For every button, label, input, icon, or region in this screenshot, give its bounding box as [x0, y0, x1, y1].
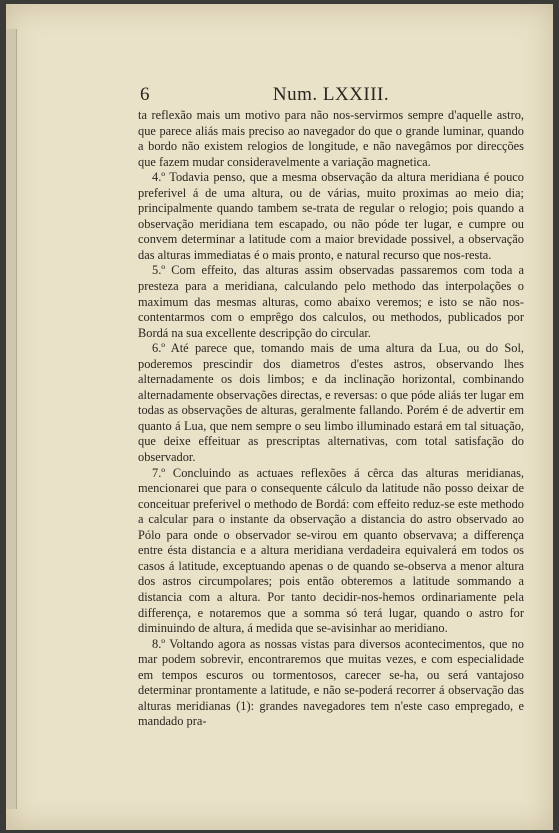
running-title: Num. LXXIII. — [272, 84, 390, 105]
page-number: 6 — [140, 84, 150, 105]
paragraph-continuation: ta reflexão mais um motivo para não nos-servirmos sempre d'aquelle astro, que parece aliás mais preciso ao navegador do que o grande luminar, quando a bordo não existem relogios de longitude, e não navegâmos por direcções que fazem mudar consideravelmente a variação magnetica. — [138, 108, 524, 169]
paragraph-7: 7.º Concluindo as actuaes reflexões á cêrca das alturas meridianas, mencionarei que para o consequente cálculo da latitude não posso deixar de conceituar preferivel o methodo de Bordá: com effeito reduz-se este methodo a calcular para o instante da observação a distancia do astro observado ao Pólo para onde o observador se-virou em quanto observava; a differença entre ésta distancia e a altura meridiana verdadeira equivalerá em todos os casos á latitude, exceptuando apenas o de quando se-observa a menor altura dos astros circumpolares; pois então obteremos a latitude sommando a distancia com a altura. Por tanto decidir-nos-hemos ordinariamente pela differença, e notaremos que a somma só terá lugar, quando o astro for diminuindo de altura, á medida que se-avisinhar ao meridiano. — [138, 465, 524, 636]
paragraph-4: 4.º Todavia penso, que a mesma observação da altura meridiana é pouco preferivel á de uma altura, ou de várias, muito proximas ao meio dia; principalmente quando tambem se-trata de regular o relogio; pois quando a observação meridiana tem escapado, ou não póde ter lugar, e cumpre ou convem determinar a latitude com a maior brevidade possivel, a observação das alturas immediatas é o mais pronto, e natural recurso que nos-resta. — [138, 170, 524, 262]
page-edge — [6, 29, 17, 809]
paragraph-8: 8.º Voltando agora as nossas vistas para diversos acontecimentos, que no mar podem sobrevir, encontraremos que muitas vezes, e com especialidade em tempos escuros ou tormentosos, carecer se-ha, ou será vantajoso determinar prontamente a latitude, e não se-poderá recorrer á observação das alturas meridianas (1): grandes navegadores tem n'este caso empregado, e mandado pra- — [138, 636, 524, 729]
paragraph-6: 6.º Até parece que, tomando mais de uma altura da Lua, ou do Sol, poderemos prescindir dos diametros d'estes astros, observando lhes alternadamente os dois limbos; e da inclinação horizontal, combinando alternadamente observações directas, e reversas: o que póde aliás ter lugar em todas as observações de alturas, geralmente fallando. Porém é de advertir em quanto á Lua, que nem sempre o seu limbo illuminado estará em tal situação, que deixe effeituar as prescriptas alternativas, com total satisfação do observador. — [138, 341, 524, 465]
book-page — [6, 4, 553, 830]
body-text — [138, 108, 524, 730]
paragraph-5: 5.º Com effeito, das alturas assim observadas passaremos com toda a presteza para a meridiana, calculando pelo methodo das interpolações o maximum das mesmas alturas, como abaixo veremos; e isto se não nos-contentarmos com o emprêgo dos calculos, ou methodos, publicados por Bordá na sua excellente descripção do circular. — [138, 263, 524, 340]
page-header — [136, 84, 526, 106]
